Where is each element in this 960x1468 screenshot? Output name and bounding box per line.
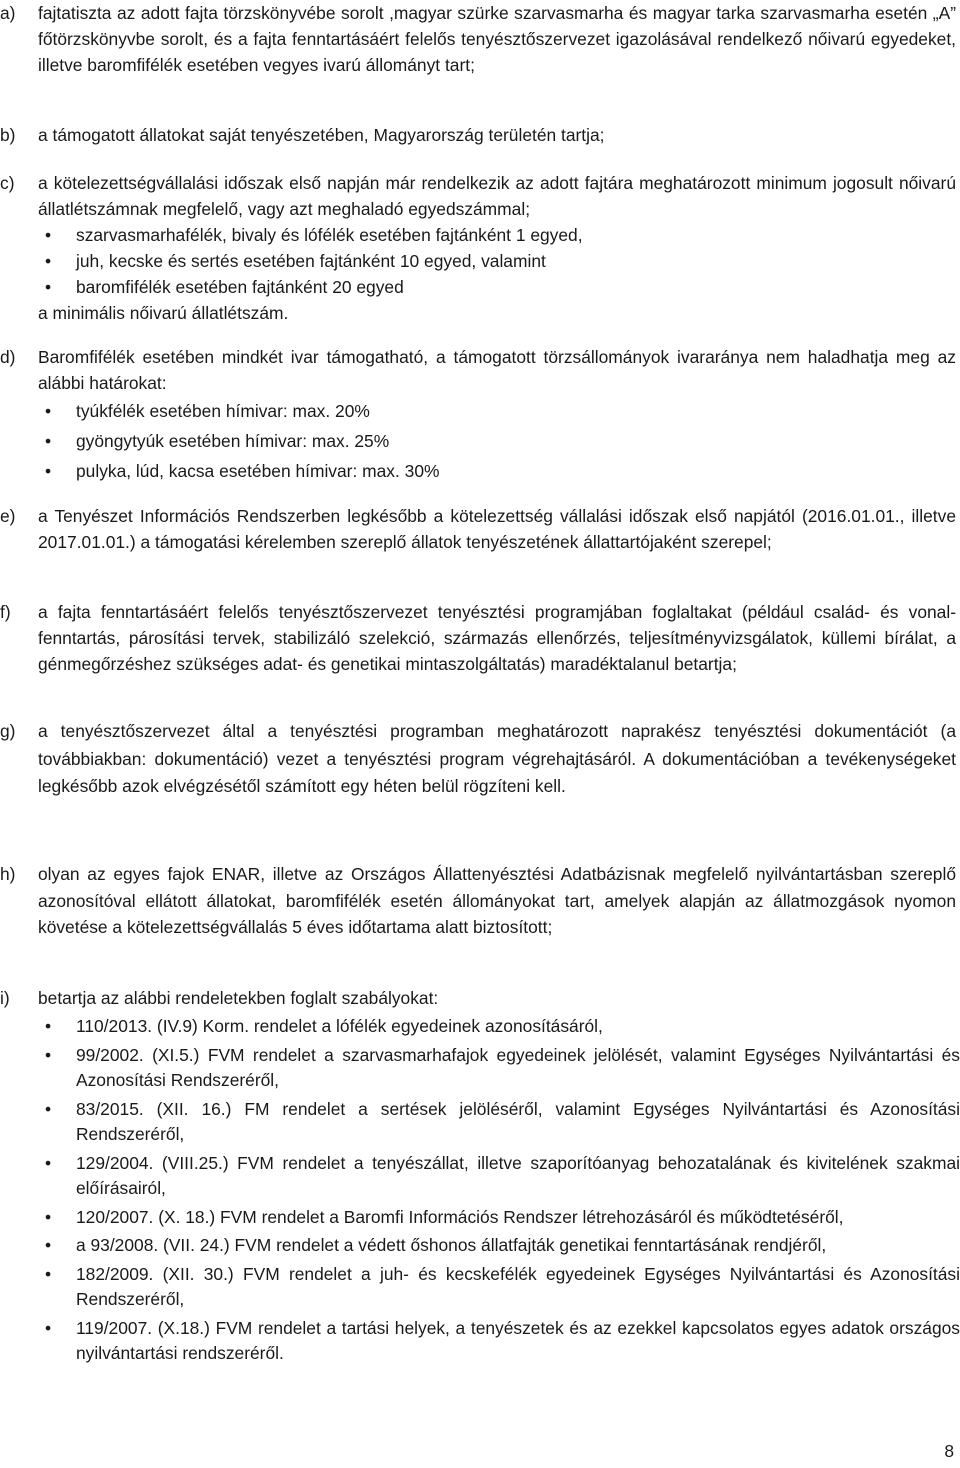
bullet-icon: • — [45, 1098, 52, 1119]
item-d — [0, 344, 960, 486]
bullet-icon: • — [45, 1152, 52, 1173]
bullet-icon: • — [45, 1317, 52, 1338]
bullet-icon: • — [45, 461, 52, 481]
item-label: i) — [0, 988, 10, 1008]
item-label: g) — [0, 721, 16, 741]
list-item: • pulyka, lúd, kacsa esetében hímivar: max. 30% — [0, 456, 960, 486]
item-label: e) — [0, 506, 16, 526]
closing-text: a minimális nőivarú állatlétszám. — [38, 303, 289, 323]
bullet-icon: • — [45, 1044, 52, 1065]
item-h — [0, 861, 960, 941]
item-text: betartja az alábbi rendeletekben foglalt szabályokat: — [38, 988, 439, 1008]
list-item: • juh, kecske és sertés esetében fajtánként 10 egyed, valamint — [0, 248, 960, 274]
list-item: • 110/2013. (IV.9) Korm. rendelet a lófélék egyedeinek azonosításáról, — [0, 1014, 960, 1040]
item-text: a Tenyészet Információs Rendszerben legkésőbb a kötelezettség vállalási időszak első napjától (2016.01.01., illetve 2017.01.01.) a támogatási kérelemben szereplő állatok tenyészetének állattartójaként szerepel; — [38, 506, 956, 552]
item-text: a támogatott állatokat saját tenyészetében, Magyarország területén tartja; — [38, 125, 605, 145]
item-a — [0, 0, 960, 78]
list-item: • a 93/2008. (VII. 24.) FVM rendelet a védett őshonos állatfajták genetikai fenntartásának rendjéről, — [0, 1233, 960, 1259]
item-text: a kötelezettségvállalási időszak első napján már rendelkezik az adott fajtára meghatározott minimum jogosult nőivarú állatlétszámnak megfelelő, vagy azt meghaladó egyedszámmal; — [38, 173, 956, 219]
bullet-icon: • — [45, 1235, 52, 1255]
bullet-icon: • — [45, 225, 52, 245]
item-i — [0, 985, 960, 1367]
list-item: • tyúkfélék esetében hímivar: max. 20% — [0, 396, 960, 426]
bullet-icon: • — [45, 1206, 52, 1227]
bullet-list — [0, 222, 960, 300]
page-number: 8 — [944, 1441, 954, 1461]
item-text: Baromfifélék esetében mindkét ivar támogatható, a támogatott törzsállományok ivararánya nem haladhatja meg az alábbi határokat: — [38, 347, 956, 393]
item-f — [0, 599, 960, 677]
item-label: f) — [0, 602, 11, 622]
bullet-icon: • — [45, 251, 52, 271]
list-item: • gyöngytyúk esetében hímivar: max. 25% — [0, 426, 960, 456]
bullet-icon: • — [45, 277, 52, 297]
list-item: • 182/2009. (XII. 30.) FVM rendelet a juh- és kecskefélék egyedeinek Egységes Nyilvántartási és Azonosítási Rendszeréről, — [45, 1263, 960, 1309]
list-item: • baromfifélék esetében fajtánként 20 egyed — [0, 274, 960, 300]
list-item: • 83/2015. (XII. 16.) FM rendelet a sertések jelöléséről, valamint Egységes Nyilvántartási és Azonosítási Rendszeréről, — [45, 1098, 960, 1144]
item-e — [0, 503, 960, 555]
item-text: a tenyésztőszervezet által a tenyésztési programban meghatározott naprakész tenyésztési dokumentációt (a továbbiakban: dokumentáció) vezet a tenyésztési program végrehajtásáról. A dokumentációban a tevékenységeket legkésőbb azok elvégzésétől számított egy héten belül rögzíteni kell. — [38, 721, 956, 796]
list-item: • 99/2002. (XI.5.) FVM rendelet a szarvasmarhafajok egyedeinek jelölését, valamint Egységes Nyilvántartási és Azonosítási Rendszeréről, — [45, 1044, 960, 1090]
item-text: fajtatiszta az adott fajta törzskönyvébe sorolt ,magyar szürke szarvasmarha és magyar tarka szarvasmarha esetén „A” főtörzskönyvbe sorolt, és a fajta fenntartásáért felelős tenyésztőszervezet igazolásával rendelkező nőivarú egyedeket, illetve baromfifélék esetében vegyes ivarú állományt tart; — [38, 3, 956, 75]
bullet-list — [0, 396, 960, 486]
item-text: olyan az egyes fajok ENAR, illetve az Országos Állattenyésztési Adatbázisnak megfelelő nyilvántartásban szereplő azonosítóval ellátott állatokat, baromfifélék esetén állományokat tart, amelyek alapján az állatmozgások nyomon követése a kötelezettségvállalás 5 éves időtartama alatt biztosított; — [38, 864, 956, 937]
item-b — [0, 122, 960, 148]
list-item: • 119/2007. (X.18.) FVM rendelet a tartási helyek, a tenyészetek és az ezekkel kapcsolatos egyes adatok országos nyilvántartási rendszeréről. — [45, 1317, 960, 1363]
item-label: a) — [0, 3, 16, 23]
item-g — [0, 718, 960, 801]
bullet-icon: • — [45, 1016, 52, 1036]
bullet-icon: • — [45, 401, 52, 421]
item-label: d) — [0, 347, 16, 367]
item-label: h) — [0, 864, 16, 884]
bullet-icon: • — [45, 1263, 52, 1284]
list-item: • 129/2004. (VIII.25.) FVM rendelet a tenyészállat, illetve szaporítóanyag behozatalának és kivitelének szakmai előírásairól, — [45, 1152, 960, 1198]
item-c — [0, 170, 960, 326]
list-item: • szarvasmarhafélék, bivaly és lófélék esetében fajtánként 1 egyed, — [0, 222, 960, 248]
item-label: c) — [0, 173, 15, 193]
bullet-icon: • — [45, 431, 52, 451]
list-item: • 120/2007. (X. 18.) FVM rendelet a Baromfi Információs Rendszer létrehozásáról és működtetéséről, — [0, 1205, 960, 1231]
item-label: b) — [0, 125, 16, 145]
item-text: a fajta fenntartásáért felelős tenyésztőszervezet tenyésztési programjában foglaltakat (például család- és vonal-fenntartás, párosítási tervek, stabilizáló szelekció, származás ellenőrzés, teljesítményvizsgálatok, küllemi bírálat, a génmegőrzéshez szükséges adat- és genetikai mintaszolgáltatás) maradéktalanul betartja; — [38, 602, 956, 674]
bullet-list — [0, 1014, 960, 1367]
